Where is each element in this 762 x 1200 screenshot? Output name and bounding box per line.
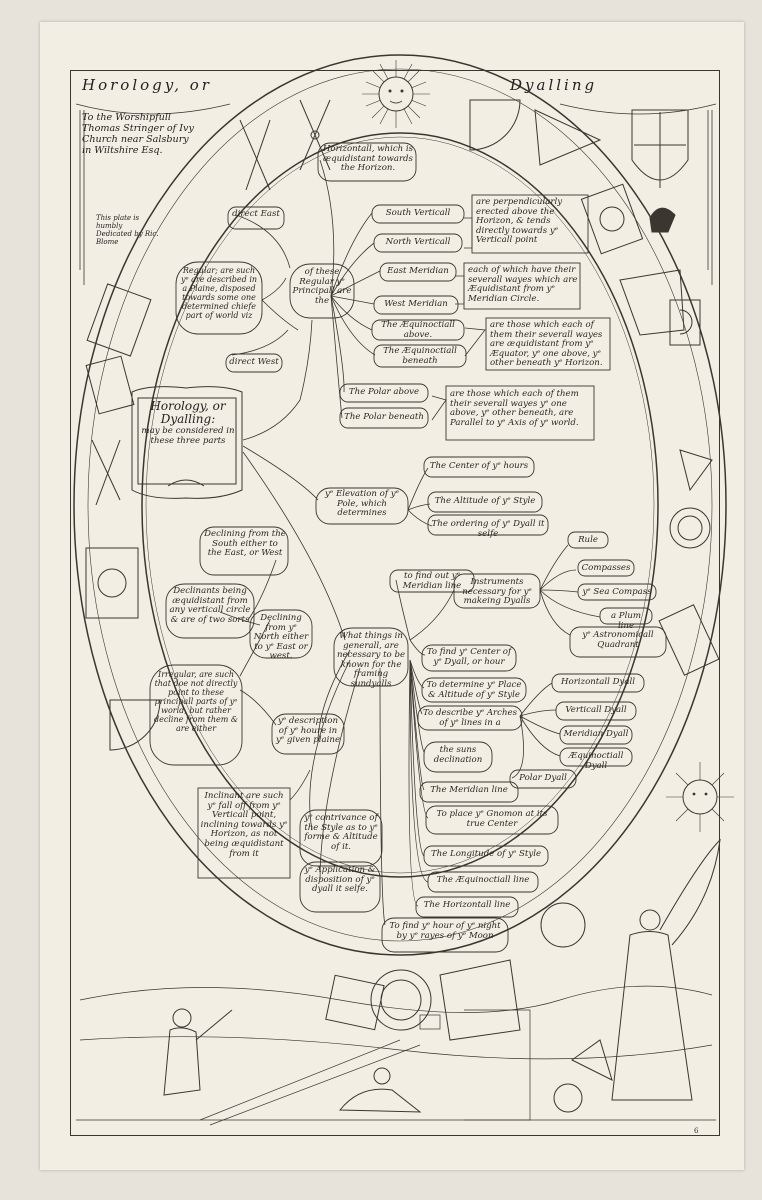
node-verticall-dyall: Verticall Dyall: [565, 705, 627, 715]
dividers-icon: [240, 120, 270, 190]
node-aeq-note: are those which each of them their severall wayes are æquidistant from yᵉ Æquator, yᵉ one above, yᵉ other beneath yᵉ Horizon.: [490, 320, 603, 369]
cartouche-title-block: [136, 400, 240, 446]
sundial-plate-icon: [581, 184, 642, 254]
node-aeq-line: The Æquinoctiall line: [436, 875, 530, 885]
quadrant-icon-top: [470, 100, 520, 150]
left-instrument-2: [86, 356, 134, 414]
node-polar-dyall: Polar Dyall: [519, 773, 567, 783]
node-longitude-style: The Longitude of yᵉ Style: [430, 849, 542, 859]
node-compasses: Compasses: [581, 563, 631, 573]
page-number: 6: [694, 1127, 699, 1135]
node-description-hours: yᵉ description of yᵉ houre in yᵉ given plaine: [275, 716, 341, 746]
node-aeq-beneath: The Æquinoctiall beneath: [383, 346, 457, 366]
node-sea-compass: yᵉ Sea Compass: [582, 587, 652, 597]
cartouche-subtitle: may be considered in these three parts: [141, 426, 235, 446]
node-polar-beneath: The Polar beneath: [344, 412, 424, 422]
node-declining: Declining from the South either to the East, or West: [204, 529, 286, 559]
bottom-sundial-right: [541, 903, 585, 947]
node-rule: Rule: [578, 535, 598, 545]
node-declinant: Declinants being æquidistant from any verticall circle & are of two sorts: [169, 586, 251, 625]
ring-dial-icon: [670, 508, 710, 548]
node-what-things: What things in generall, are necessary to be known for the framing sundyalls: [336, 631, 406, 689]
node-center-hours: The Center of yᵉ hours: [429, 461, 529, 471]
node-direct-west: direct West: [229, 357, 279, 367]
node-determine-place: To determine yᵉ Place & Altitude of yᵉ Style: [426, 680, 522, 700]
sun-icon: [362, 60, 430, 128]
node-east-meridian: East Meridian: [387, 266, 449, 276]
square-icon: [620, 270, 684, 335]
node-plum-line: a Plum line: [610, 611, 642, 631]
dyall-box-icon: [659, 605, 719, 675]
node-horizontall-dyall: Horizontall Dyall: [561, 677, 635, 687]
node-hour-moon: To find yᵉ hour of yᵉ night by yᵉ rayes of yᵉ Moon: [389, 921, 501, 941]
landscape-scene: [76, 986, 716, 1125]
node-regular: Regular; are such yᵉ are described in a Plaine, disposed towards some one determined chiefe part of world viz: [180, 266, 258, 320]
node-polar-above: The Polar above: [348, 387, 420, 397]
dedicated-by: This plate is humbly Dedicated by Ric. Blome: [96, 214, 159, 246]
node-polar-note: are those which each of them their severall wayes yᵉ one above, yᵉ other beneath, are Parallel to yᵉ Axis of yᵉ world.: [450, 389, 579, 428]
node-inclinant: Inclinant are such yᵉ fall off from yᵉ Verticall point, inclining towards yᵉ Horizon, as not being æquidistant from it: [200, 791, 288, 859]
node-horizontall-line: The Horizontall line: [423, 900, 511, 910]
title-left: Horology, or: [82, 76, 212, 94]
node-quadrant: yᵉ Astronomicall Quadrant: [582, 630, 654, 650]
node-perpendicular-note: are perpendicularly erected above the Horizon, & tends directly towards yᵉ Verticall point: [476, 197, 563, 246]
left-dial-icon: [86, 548, 138, 618]
node-describe-arches: To describe yᵉ Arches of yᵉ lines in a: [422, 708, 518, 728]
node-horizontall-regular: Horizontall, which is æquidistant towards the Horizon.: [322, 144, 414, 174]
node-south-verticall: South Verticall: [385, 208, 451, 218]
node-meridian-note: each of which have their severall wayes which are Æquidistant from yᵉ Meridian Circle.: [468, 265, 578, 304]
node-find-center: To find yᵉ Center of yᵉ Dyall, or hour: [426, 647, 512, 667]
node-ordering-dyall: The ordering of yᵉ Dyall it selfe: [431, 519, 545, 539]
bottom-plate-dial-2: [440, 960, 520, 1040]
node-place-gnomon: To place yᵉ Gnomon at its true Center: [436, 809, 548, 829]
bottom-plate-dial-1: [371, 970, 431, 1030]
node-west-meridian: West Meridian: [384, 299, 448, 309]
left-quadrant-icon: [110, 700, 160, 750]
node-altitude-style: The Altitude of yᵉ Style: [434, 496, 536, 506]
node-application: yᵉ Application & disposition of yᵉ dyall it selfe.: [304, 865, 376, 895]
figure-left: [164, 1009, 232, 1095]
title-right: Dyalling: [510, 76, 598, 94]
dedication: To the Worshipfull Thomas Stringer of Ivy Church near Salsbury in Wiltshire Esq.: [82, 112, 194, 156]
node-elevation: yᵉ Elevation of yᵉ Pole, which determines: [325, 489, 399, 519]
cartouche-title: Horology, or Dyalling:: [150, 399, 226, 426]
node-meridian-dyall: Meridian Dyall: [563, 729, 629, 739]
node-find-meridian: to find out yᵉ Meridian line: [402, 571, 462, 591]
left-instrument-1: [87, 284, 151, 356]
node-meridian-line: The Meridian line: [430, 785, 508, 795]
node-north-verticall: North Verticall: [385, 237, 451, 247]
coat-of-arms-icon: [632, 110, 688, 232]
node-declining-north: Declining from yᵉ North either to yᵉ East or west.: [253, 613, 309, 662]
node-irregular: Irregular, are such that doe not directly point to these principall parts of yᵉ world, but rather decline from them & are either: [154, 670, 238, 733]
node-direct-east: direct East: [232, 209, 280, 219]
node-instruments: Instruments necessary for yᵉ makeing Dyalls: [462, 577, 532, 607]
arc-icon: [670, 300, 700, 345]
figure-middle: [340, 1068, 420, 1112]
triangle-dial-icon: [680, 450, 712, 490]
left-dividers-icon: [92, 440, 120, 505]
node-aeq-above: The Æquinoctiall above.: [381, 320, 455, 340]
node-of-these-regular: of these Regular yᵉ Principall are the: [292, 267, 352, 306]
sun-icon-right: [666, 762, 734, 832]
node-contrivance: yᵉ contrivance of the Style as to yᵉ forme & Altitude of it.: [304, 813, 378, 852]
node-aeq-dyall: Æquinoctiall Dyall: [568, 751, 624, 771]
node-suns-declination: the suns declination: [433, 745, 483, 765]
